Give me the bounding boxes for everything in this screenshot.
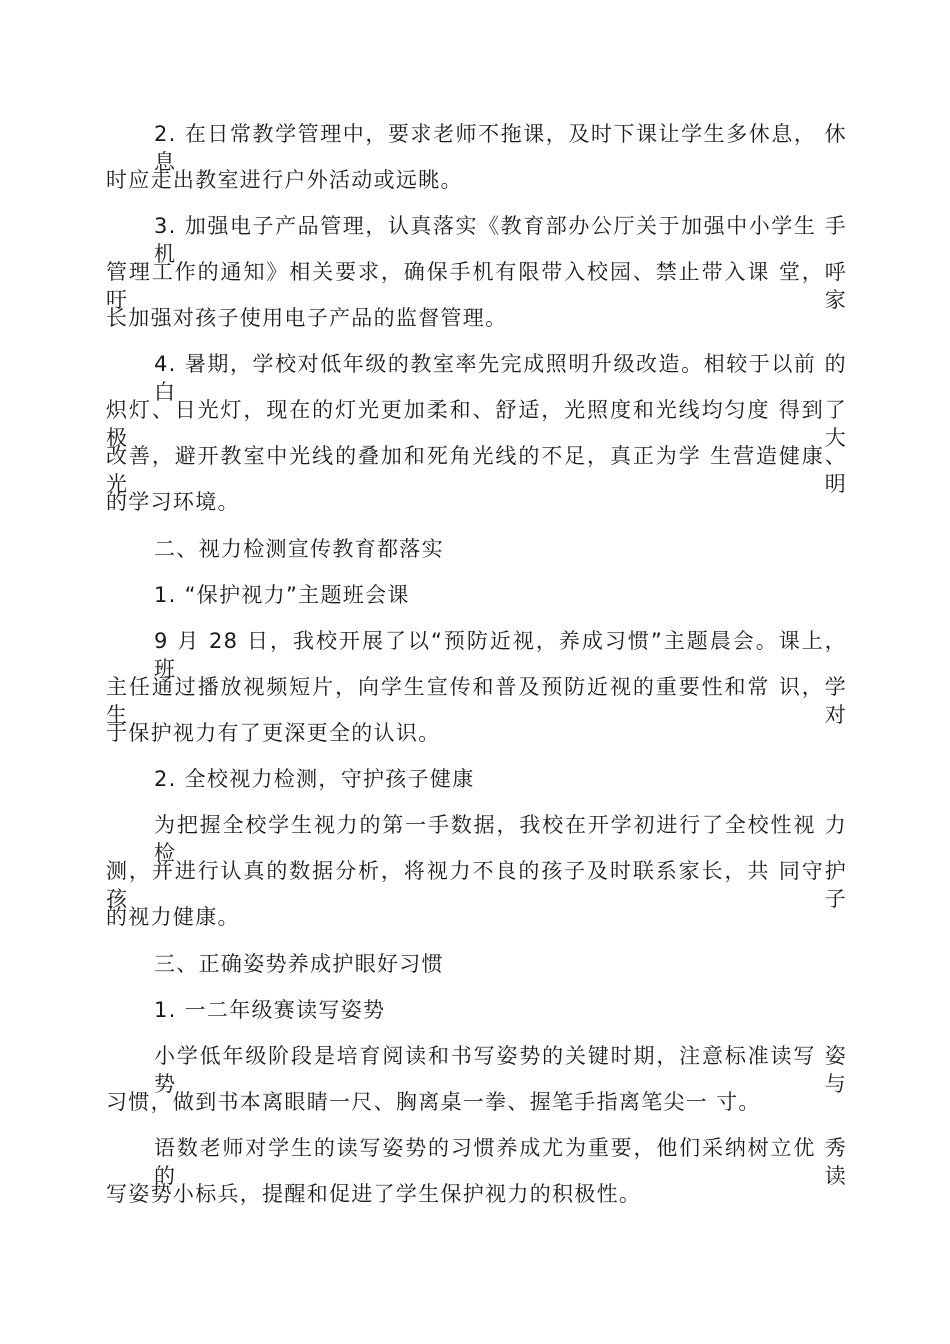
subheading-2-1: 1. “保护视力”主题班会课 — [154, 583, 410, 607]
paragraph-3-line-1: 4. 暑期，学校对低年级的教室率先完成照明升级改造。相较于以前 的白 — [154, 352, 847, 404]
paragraph-3-line-4: 的学习环境。 — [106, 490, 240, 514]
paragraph-7-line-1: 语数老师对学生的读写姿势的习惯养成尤为重要，他们采纳树立优 秀的读 — [154, 1136, 847, 1188]
paragraph-4-line-1: 9 月 28 日，我校开展了以“预防近视，养成习惯”主题晨会。课上， 班 — [154, 629, 847, 681]
paragraph-2-line-2: 管理工作的通知》相关要求，确保手机有限带入校园、禁止带入课 堂，呼吁家 — [106, 260, 847, 312]
paragraph-1-line-2: 时应走出教室进行户外活动或远眺。 — [106, 168, 463, 192]
paragraph-3-line-3: 改善，避开教室中光线的叠加和死角光线的不足，真正为学 生营造健康、光明 — [106, 444, 847, 496]
paragraph-6-line-1: 小学低年级阶段是培育阅读和书写姿势的关键时期，注意标准读写 姿势与 — [154, 1044, 847, 1096]
paragraph-4-line-3: 于保护视力有了更深更全的认识。 — [106, 721, 441, 745]
paragraph-5-line-2: 测，并进行认真的数据分析，将视力不良的孩子及时联系家长，共 同守护孩子 — [106, 859, 847, 911]
paragraph-2-line-3: 长加强对孩子使用电子产品的监督管理。 — [106, 306, 508, 330]
paragraph-6-line-2: 习惯，做到书本离眼睛一尺、胸离桌一拳、握笔手指离笔尖一 寸。 — [106, 1090, 761, 1114]
paragraph-5-line-1: 为把握全校学生视力的第一手数据，我校在开学初进行了全校性视 力检 — [154, 813, 847, 865]
section-heading-3: 三、正确姿势养成护眼好习惯 — [154, 952, 444, 976]
paragraph-5-line-3: 的视力健康。 — [106, 905, 240, 929]
paragraph-4-line-2: 主任通过播放视频短片，向学生宣传和普及预防近视的重要性和常 识，学生对 — [106, 675, 847, 727]
paragraph-2-line-1: 3. 加强电子产品管理，认真落实《教育部办公厅关于加强中小学生 手机 — [154, 214, 847, 266]
subheading-3-1: 1. 一二年级赛读写姿势 — [154, 998, 386, 1022]
section-heading-2: 二、视力检测宣传教育都落实 — [154, 537, 444, 561]
paragraph-1-line-1: 2. 在日常教学管理中，要求老师不拖课，及时下课让学生多休息， 休息 — [154, 122, 847, 174]
subheading-2-2: 2. 全校视力检测，守护孩子健康 — [154, 767, 475, 791]
paragraph-3-line-2: 炽灯、日光灯，现在的灯光更加柔和、舒适，光照度和光线均匀度 得到了极大 — [106, 398, 847, 450]
paragraph-7-line-2: 写姿势小标兵，提醒和促进了学生保护视力的积极性。 — [106, 1182, 642, 1206]
